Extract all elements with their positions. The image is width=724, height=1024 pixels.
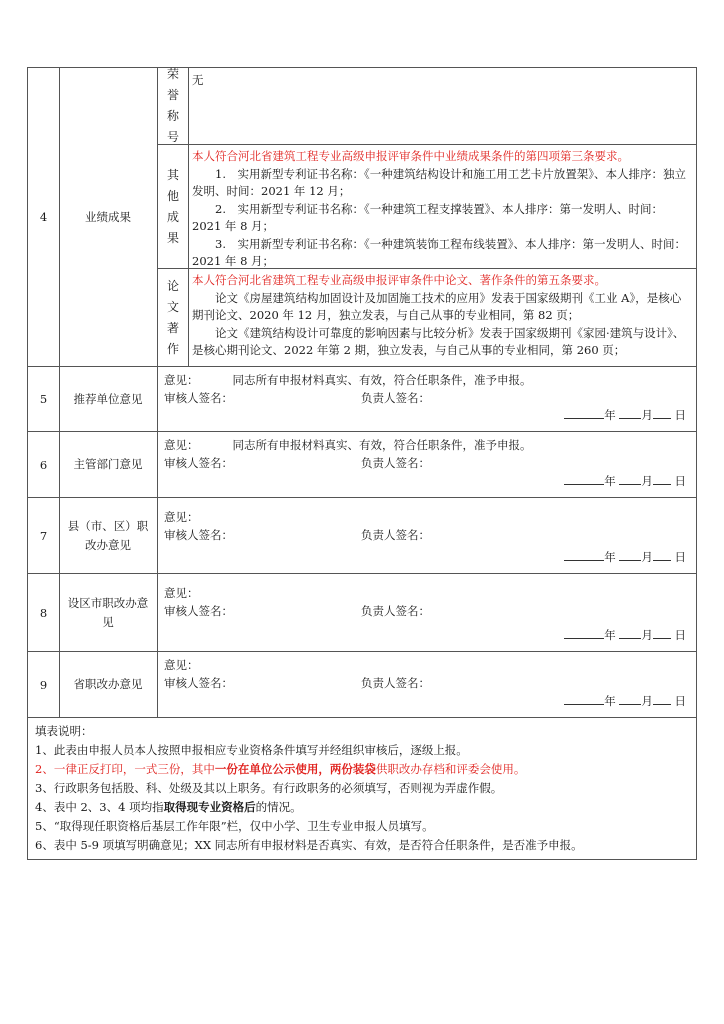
reviewer-signature-label: 审核人签名： <box>164 604 233 618</box>
paper-item: 论文《房屋建筑结构加固设计及加固施工技术的应用》发表于国家级期刊《工业 A》，是核心期刊论文、2020 年 12 月，独立发表，与自己从事的专业相同，第 82 页； <box>192 290 682 322</box>
date-line: 年 月 日 <box>564 472 686 489</box>
row-item-label: 业绩成果 <box>59 68 158 366</box>
reviewer-signature-label: 审核人签名： <box>164 528 233 542</box>
opinion-line: 意见： 同志所有申报材料真实、有效，符合任职条件，准予申报。 <box>164 438 532 452</box>
row-number: 9 <box>28 652 60 717</box>
date-line: 年 月 日 <box>564 548 686 565</box>
row-number: 8 <box>28 574 60 651</box>
application-form-table <box>27 67 697 860</box>
row-number: 7 <box>28 498 60 573</box>
instruction-item: 6、表中 5-9 项填写明确意见；XX 同志所有申报材料是否真实、有效，是否符合任职条件，是否准予申报。 <box>35 838 583 852</box>
opinion-text: 同志所有申报材料真实、有效，符合任职条件，准予申报。 <box>232 438 532 452</box>
date-line: 年 月 日 <box>564 692 686 709</box>
row-city-office <box>28 574 696 652</box>
row-number: 5 <box>28 367 60 431</box>
papers-label: 论文著作 <box>166 279 179 356</box>
leader-signature-label: 负责人签名： <box>361 676 430 690</box>
row-item-label: 省职改办意见 <box>59 652 158 717</box>
opinion-text: 同志所有申报材料真实、有效，符合任职条件，准予申报。 <box>232 373 532 387</box>
instruction-item: 4、表中 2、3、4 项均指取得现专业资格后的情况。 <box>35 800 302 814</box>
opinion-line: 意见： 同志所有申报材料真实、有效，符合任职条件，准予申报。 <box>164 373 532 387</box>
other-achievements-label: 其他成果 <box>166 167 179 245</box>
instructions-title: 填表说明： <box>35 724 93 738</box>
row-recommending-unit <box>28 367 696 432</box>
row-number: 6 <box>28 432 60 497</box>
patent-item: 3. 实用新型专利证书名称：《一种建筑装饰工程布线装置》、本人排序：第一发明人、时间：2021 年 8 月； <box>192 236 686 268</box>
row-province-office <box>28 652 696 718</box>
form-instructions <box>28 718 696 859</box>
leader-signature-label: 负责人签名： <box>361 528 430 542</box>
patent-item: 2. 实用新型专利证书名称：《一种建筑工程支撑装置》、本人排序：第一发明人、时间：2021 年 8 月； <box>192 201 663 233</box>
instruction-item: 2、一律正反打印，一式三份，其中一份在单位公示使用，两份装袋供职改办存档和评委会使用。 <box>35 762 526 776</box>
row-item-label: 县（市、区）职改办意见 <box>59 498 158 573</box>
leader-signature-label: 负责人签名： <box>361 391 430 405</box>
papers-subrow <box>158 269 696 367</box>
row-item-label: 推荐单位意见 <box>59 367 158 431</box>
reviewer-signature-label: 审核人签名： <box>164 676 233 690</box>
paper-item: 论文《建筑结构设计可靠度的影响因素与比较分析》发表于国家级期刊《家园·建筑与设计》、是核心期刊论文、2022 年第 2 期，独立发表，与自己从事的专业相同，第 260 页； <box>192 325 685 357</box>
date-line: 年 月 日 <box>564 626 686 643</box>
row-number: 4 <box>28 68 60 366</box>
opinion-line: 意见： <box>164 510 199 524</box>
row-achievements <box>28 68 696 367</box>
honor-subrow <box>158 68 696 145</box>
row-item-label: 主管部门意见 <box>59 432 158 497</box>
date-line: 年 月 日 <box>564 406 686 423</box>
opinion-line: 意见： <box>164 658 199 672</box>
other-achievements-subrow <box>158 145 696 269</box>
row-item-label: 设区市职改办意见 <box>59 574 158 651</box>
reviewer-signature-label: 审核人签名： <box>164 456 233 470</box>
instruction-item: 1、此表由申报人员本人按照申报相应专业资格条件填写并经组织审核后，逐级上报。 <box>35 743 468 757</box>
row-competent-department <box>28 432 696 498</box>
papers-requirement: 本人符合河北省建筑工程专业高级申报评审条件中论文、著作条件的第五条要求。 <box>192 273 606 287</box>
reviewer-signature-label: 审核人签名： <box>164 391 233 405</box>
leader-signature-label: 负责人签名： <box>361 456 430 470</box>
honor-label: 荣誉称号 <box>166 67 179 144</box>
instruction-item: 5、“取得现任职资格后基层工作年限”栏，仅中小学、卫生专业申报人员填写。 <box>35 819 434 833</box>
instruction-item: 3、行政职务包括股、科、处级及其以上职务。有行政职务的必须填写，否则视为弄虚作假。 <box>35 781 503 795</box>
other-achievements-requirement: 本人符合河北省建筑工程专业高级申报评审条件中业绩成果条件的第四项第三条要求。 <box>192 149 629 163</box>
leader-signature-label: 负责人签名： <box>361 604 430 618</box>
row-county-office <box>28 498 696 574</box>
honor-value: 无 <box>192 73 204 87</box>
opinion-line: 意见： <box>164 586 199 600</box>
patent-item: 1. 实用新型专利证书名称：《一种建筑结构设计和施工用工艺卡片放置架》、本人排序：独立发明、时间：2021 年 12 月； <box>192 166 686 198</box>
